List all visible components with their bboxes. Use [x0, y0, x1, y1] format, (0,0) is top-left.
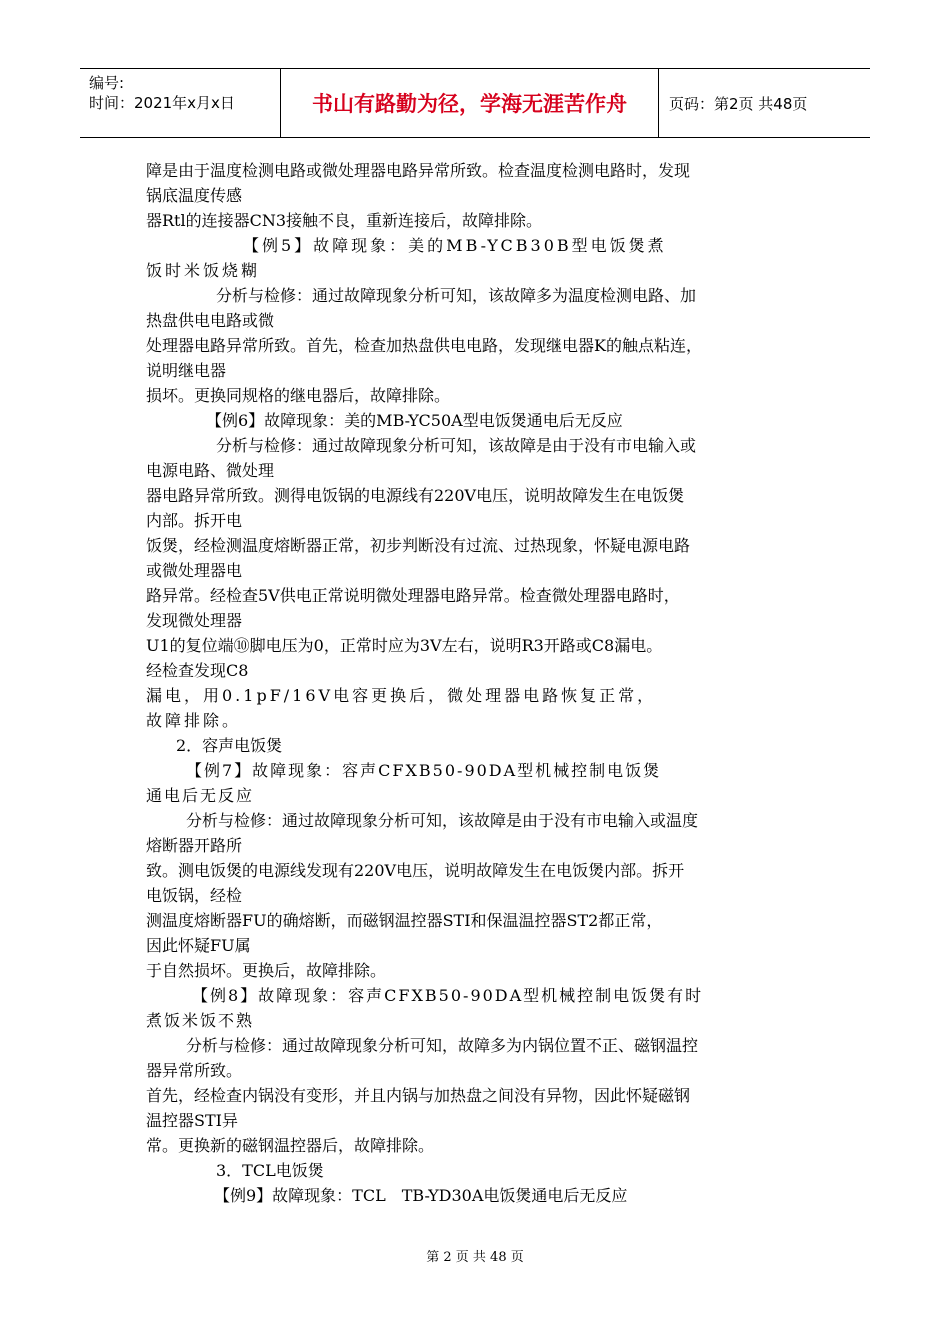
section-heading: 2．容声电饭煲 — [176, 736, 283, 755]
text-line: 因此怀疑FU属 — [146, 936, 251, 955]
text-line: 首先，经检查内锅没有变形，并且内锅与加热盘之间没有异物，因此怀疑磁钢 — [146, 1086, 691, 1105]
text-line: 器电路异常所致。测得电饭锅的电源线有220V电压，说明故障发生在电饭煲 — [146, 486, 685, 505]
text-line: 煮饭米饭不熟 — [146, 1011, 255, 1030]
text-line: 饭时米饭烧糊 — [146, 261, 261, 280]
text-line: 故障排除。 — [146, 711, 242, 730]
text-line: 电饭锅，经检 — [146, 886, 243, 905]
text-line: 器异常所致。 — [146, 1061, 243, 1080]
text-line: 经检查发现C8 — [146, 661, 249, 680]
text-line: 热盘供电电路或微 — [146, 311, 275, 330]
text-line: 内部。拆开电 — [146, 511, 243, 530]
text-line: 熔断器开路所 — [146, 836, 243, 855]
text-line: 分析与检修：通过故障现象分析可知，该故障是由于没有市电输入或温度 — [186, 811, 699, 830]
text-line: 【例7】故障现象：容声CFXB50-90DA型机械控制电饭煲 — [186, 761, 662, 780]
text-line: 或微处理器电 — [146, 561, 243, 580]
text-line: 障是由于温度检测电路或微处理器电路异常所致。检查温度检测电路时，发现 — [146, 161, 691, 180]
text-line: 【例9】故障现象：TCL TB-YD30A电饭煲通电后无反应 — [214, 1186, 628, 1205]
text-line: 锅底温度传感 — [146, 186, 243, 205]
text-line: 处理器电路异常所致。首先，检查加热盘供电电路，发现继电器K的触点粘连， — [146, 336, 702, 355]
motto-title: 书山有路勤为径，学海无涯苦作舟 — [281, 69, 659, 137]
text-line: 分析与检修：通过故障现象分析可知，该故障多为温度检测电路、加 — [216, 286, 697, 305]
text-line: 测温度熔断器FU的确熔断，而磁钢温控器STI和保温温控器ST2都正常， — [146, 911, 663, 930]
text-line: 【例8】故障现象：容声CFXB50-90DA型机械控制电饭煲有时 — [192, 986, 704, 1005]
text-line: 漏电，用0.1pF/16V电容更换后，微处理器电路恢复正常， — [146, 686, 657, 705]
text-line: 常。更换新的磁钢温控器后，故障排除。 — [146, 1136, 435, 1155]
text-line: 器Rtl的连接器CN3接触不良，重新连接后，故障排除。 — [146, 211, 543, 230]
text-line: 分析与检修：通过故障现象分析可知，该故障是由于没有市电输入或 — [216, 436, 697, 455]
code-label: 编号: — [89, 74, 125, 92]
header-meta — [80, 69, 281, 137]
text-line: 【例5】故障现象：美的MB-YCB30B型电饭煲煮 — [243, 236, 667, 255]
text-line: 饭煲，经检测温度熔断器正常，初步判断没有过流、过热现象，怀疑电源电路 — [146, 536, 691, 555]
text-line: 于自然损坏。更换后，故障排除。 — [146, 961, 387, 980]
page-footer: 第 2 页 共 48 页 — [426, 1250, 524, 1265]
text-line: 分析与检修：通过故障现象分析可知，故障多为内锅位置不正、磁钢温控 — [186, 1036, 699, 1055]
text-line: U1的复位端⑩脚电压为0，正常时应为3V左右，说明R3开路或C8漏电。 — [146, 636, 663, 655]
text-line: 温控器STI异 — [146, 1111, 238, 1130]
text-line: 发现微处理器 — [146, 611, 243, 630]
section-heading: 3．TCL电饭煲 — [216, 1161, 324, 1180]
text-line: 【例6】故障现象：美的MB-YC50A型电饭煲通电后无反应 — [206, 411, 623, 430]
date-label: 时间：2021年x月x日 — [89, 94, 235, 112]
text-line: 通电后无反应 — [146, 786, 255, 805]
page-header — [80, 68, 870, 138]
text-line: 损坏。更换同规格的继电器后，故障排除。 — [146, 386, 451, 405]
text-line: 致。测电饭煲的电源线发现有220V电压，说明故障发生在电饭煲内部。拆开 — [146, 861, 685, 880]
text-line: 路异常。经检查5V供电正常说明微处理器电路异常。检查微处理器电路时， — [146, 586, 680, 605]
text-line: 电源电路、微处理 — [146, 461, 275, 480]
text-line: 说明继电器 — [146, 361, 227, 380]
page-indicator: 页码：第2页 共48页 — [669, 94, 808, 113]
